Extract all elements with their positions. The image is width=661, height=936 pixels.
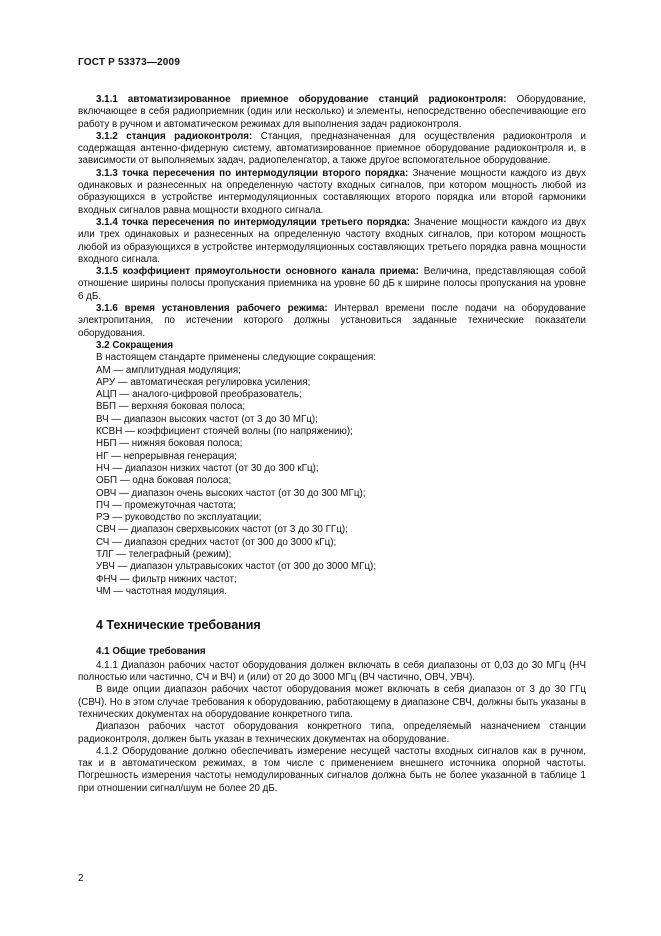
term-3-1-5 — [78, 266, 586, 303]
abbreviation-item: ВЧ — диапазон высоких частот (от 3 до 30 МГц); — [96, 413, 318, 425]
term-definition: Оборудование, включающее в себя радиоприемник (один или несколько) и элементы, непосредственно обеспечивающие его работу в ручном и автоматическом режимах для выполнения задач радиоконтроля. — [78, 94, 586, 130]
abbreviation-item: КСВН — коэффициент стоячей волны (по напряжению); — [96, 426, 353, 438]
abbreviation-item: ТЛГ — телеграфный (режим); — [96, 548, 232, 560]
paragraph-frequency-range: Диапазон рабочих частот оборудования конкретного типа, определяемый назначением станции радиоконтроля, должен быть указан в технических документах на оборудование. — [78, 721, 586, 745]
paragraph-4-1-2: 4.1.2 Оборудование должно обеспечивать измерение несущей частоты входных сигналов как в ручном, так и в автоматическом режимах, в том числе с применением внешнего источника опорной частоты. Погрешность измерения частоты немодулированных сигналов должна быть не более указанной в таблице 1 при отношении сигнал/шум не более 20 дБ. — [78, 745, 586, 794]
term-definition: Станция, предназначенная для осуществления радиоконтроля и содержащая антенно-фидерную систему, автоматизированное приемное оборудование радиоконтроля и, в зависимости от выполняемых задач, радиопеленгатор, а также другое вспомогательное оборудование. — [78, 130, 586, 167]
paragraph-4-1-1: 4.1.1 Диапазон рабочих частот оборудования должен включать в себя диапазоны от 0,03 до 30 МГц (НЧ полностью или частично, СЧ и ВЧ) и (или) от 20 до 3000 МГц (ВЧ частично, ОВЧ, УВЧ). — [78, 659, 586, 684]
section-4-title: 4 Технические требования — [96, 618, 261, 633]
term-definition: Значение мощности каждого из двух одинаковых и разнесенных на определенную частоту входных сигналов, при котором мощность любой из образующихся в устройстве интермодуляционных составляющих второго порядка или второй гармоники входных сигналов равна мощности входного сигнала. — [78, 167, 586, 216]
abbreviation-item: ОБП — одна боковая полоса; — [96, 475, 232, 487]
abbreviations-intro: В настоящем стандарте применены следующие сокращения: — [96, 352, 376, 364]
abbreviation-item: ФНЧ — фильтр нижних частот; — [96, 573, 237, 585]
abbreviations-title: 3.2 Сокращения — [96, 339, 174, 351]
document-body — [78, 94, 586, 795]
abbreviation-item: НЧ — диапазон низких частот (от 30 до 300 кГц); — [96, 462, 319, 474]
section-4-1-title: 4.1 Общие требования — [96, 646, 206, 658]
term-3-1-3 — [78, 168, 586, 217]
term-heading: 3.1.2 станция радиоконтроля: — [96, 130, 253, 142]
term-3-1-2 — [78, 131, 586, 168]
abbreviation-item: ВБП — верхняя боковая полоса; — [96, 401, 246, 413]
page-number: 2 — [78, 873, 84, 884]
abbreviation-item: ПЧ — промежуточная частота; — [96, 499, 236, 511]
abbreviation-item: НБП — нижняя боковая полоса; — [96, 438, 243, 450]
abbreviation-item: АРУ — автоматическая регулировка усиления; — [96, 376, 311, 388]
document-code: ГОСТ Р 53373—2009 — [78, 57, 181, 68]
abbreviation-item: СВЧ — диапазон сверхвысоких частот (от 3 до 30 ГГц); — [96, 524, 348, 536]
term-3-1-1 — [78, 94, 586, 131]
term-heading: 3.1.6 время установления рабочего режима: — [96, 303, 328, 315]
abbreviation-item: АМ — амплитудная модуляция; — [96, 364, 241, 376]
abbreviation-item: УВЧ — диапазон ультравысоких частот (от 300 до 3000 МГц); — [96, 561, 377, 573]
abbreviations-list — [78, 365, 586, 599]
term-heading: 3.1.3 точка пересечения по интермодуляции второго порядка: — [96, 167, 409, 179]
term-heading: 3.1.1 автоматизированное приемное оборудование станций радиоконтроля: — [96, 94, 507, 105]
term-heading: 3.1.5 коэффициент прямоугольности основного канала приема: — [96, 266, 419, 278]
abbreviation-item: ЧМ — частотная модуляция. — [96, 585, 227, 597]
term-heading: 3.1.4 точка пересечения по интермодуляции третьего порядка: — [96, 216, 411, 228]
term-3-1-4 — [78, 217, 586, 266]
abbreviation-item: ОВЧ — диапазон очень высоких частот (от 30 до 300 МГц); — [96, 487, 366, 499]
abbreviation-item: НГ — непрерывная генерация; — [96, 450, 237, 462]
abbreviation-item: СЧ — диапазон средних частот (от 300 до 3000 кГц); — [96, 536, 337, 548]
abbreviation-item: АЦП — аналого-цифровой преобразователь; — [96, 389, 302, 401]
term-definition: Интервал времени после подачи на оборудование электропитания, по истечении которого должны установиться заданные технические показатели оборудования. — [78, 303, 586, 339]
abbreviation-item: РЭ — руководство по эксплуатации; — [96, 512, 262, 524]
term-definition: Величина, представляющая собой отношение ширины полосы пропускания приемника на уровне 60 дБ к ширине полосы пропускания на уровне 6 дБ. — [78, 266, 586, 302]
paragraph-option-svch: В виде опции диапазон рабочих частот оборудования может включать в себя диапазон от 3 до 30 ГГц (СВЧ). Но в этом случае требования к оборудованию, работающему в диапазоне СВЧ, должны быть указаны в технических документах на оборудование конкретного типа. — [78, 684, 586, 720]
term-definition: Значение мощности каждого из двух или трех одинаковых и разнесенных на определенную частоту входных сигналов, при котором мощность любой из образующихся в устройстве интермодуляционных составляющих третьего порядка равна мощности входного сигнала. — [78, 216, 586, 265]
term-3-1-6 — [78, 303, 586, 340]
